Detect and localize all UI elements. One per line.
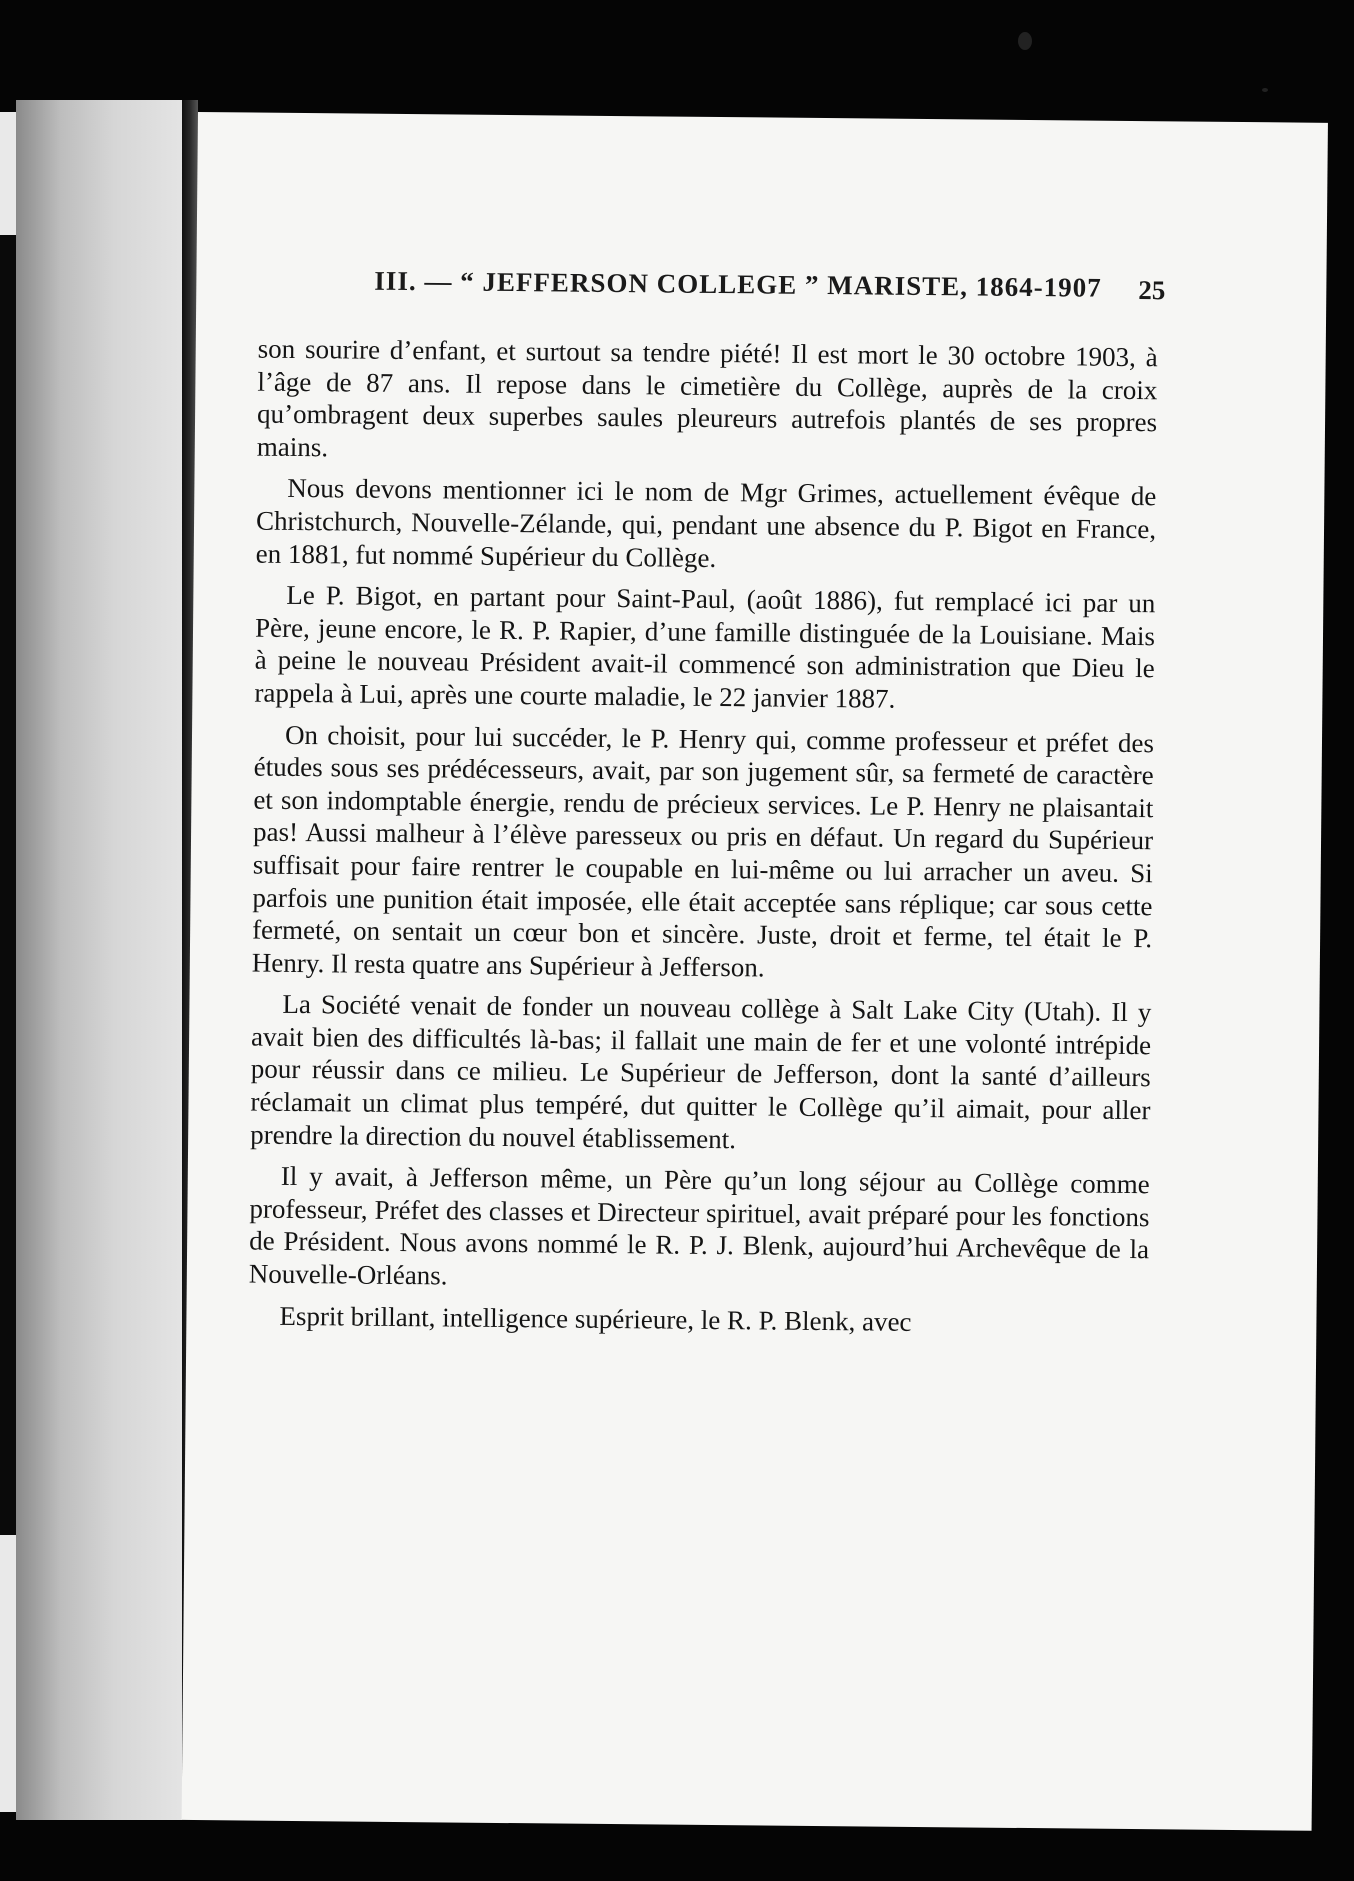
running-title: III. — “ JEFFERSON COLLEGE ” MARISTE, 1864-1907 xyxy=(374,265,1102,303)
running-header xyxy=(374,266,1174,305)
dust-speck xyxy=(1018,32,1032,50)
paragraph: Nous devons mentionner ici le nom de Mgr Grimes, actuellement évêque de Christchurch, Nouvelle-Zélande, qui, pendant une absence du P. Bigot en France, en 1881, fut nommé Supérieur du Collège. xyxy=(255,473,1157,573)
paragraph: Esprit brillant, intelligence supérieure, le R. P. Blenk, avec xyxy=(279,1300,912,1337)
paragraph: On choisit, pour lui succéder, le P. Henry qui, comme professeur et préfet des études sous ses prédécesseurs, avait, par son jugement sûr, sa fermeté de caractère et son indomptable énergie, rendu de précieux services. Le P. Henry ne plaisantait pas! Aussi malheur à l’élève paresseux ou pris en défaut. Un regard du Supérieur suffisait pour faire rentrer le coupable en lui-même ou lui arracher un aveu. Si parfois une punition était imposée, elle était acceptée sans réplique; car sous cette fermeté, on sentait un cœur bon et sincère. Juste, droit et ferme, tel était le P. Henry. Il resta quatre ans Supérieur à Jefferson. xyxy=(251,719,1155,983)
book-gutter xyxy=(16,100,194,1820)
paragraph: Le P. Bigot, en partant pour Saint-Paul, (août 1886), fut remplacé ici par un Père, jeune encore, le R. P. Rapier, d’une famille distinguée de la Louisiane. Mais à peine le nouveau Président avait-il commencé son administration que Dieu le rappela à Lui, après une courte maladie, le 22 janvier 1887. xyxy=(254,580,1156,714)
paragraph: La Société venait de fonder un nouveau collège à Salt Lake City (Utah). Il y avait bien des difficultés là-bas; il fallait une main de fer et une volonté intrépide pour réussir dans ce milieu. Le Supérieur de Jefferson, dont la santé d’ailleurs réclamait un climat plus tempéré, dut quitter le Collège qu’il aimait, pour aller prendre la direction du nouvel établissement. xyxy=(250,989,1152,1154)
book-page xyxy=(182,112,1328,1831)
body-text xyxy=(248,333,1158,1350)
paragraph: Il y avait, à Jefferson même, un Père qu’un long séjour au Collège comme professeur, Préfet des classes et Directeur spirituel, avait préparé pour les fonctions de Président. Nous avons nommé le R. P. J. Blenk, aujourd’hui Archevêque de la Nouvelle-Orléans. xyxy=(248,1161,1150,1291)
dust-speck xyxy=(1262,88,1268,92)
page-number: 25 xyxy=(1138,275,1166,306)
left-page-shadow xyxy=(0,235,16,1535)
paragraph: son sourire d’enfant, et surtout sa tendre piété! Il est mort le 30 octobre 1903, à l’âge de 87 ans. Il repose dans le cimetière du Collège, auprès de la croix qu’ombragent deux superbes saules pleureurs autrefois plantés de ses propres mains. xyxy=(256,333,1158,463)
